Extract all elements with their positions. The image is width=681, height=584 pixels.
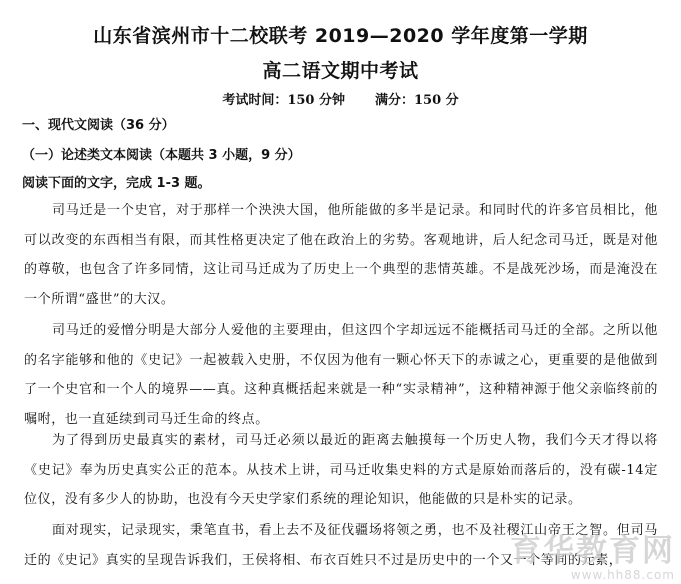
paragraph-3: 为了得到历史最真实的素材，司马迁必须以最近的距离去触摸每一个历史人物，我们今天才得以将《史记》奉为历史真实公正的范本。从技术上讲，司马迁收集史料的方式是原始而落后的，没有碳-14定位仪，没有多少人的协助，也没有今天史学家们系统的理论知识，他能做的只是朴实的记录。 xyxy=(24,433,658,507)
paragraph-1: 司马迁是一个史官，对于那样一个泱泱大国，他所能做的多半是记录。和同时代的许多官员相比，他可以改变的东西相当有限，而其性格更决定了他在政治上的劣势。客观地讲，后人纪念司马迁，既是对他的尊敬，也包含了许多同情，这让司马迁成为了历史上一个典型的悲情英雄。不是战死沙场，而是淹没在一个所谓“盛世”的大汉。 xyxy=(24,203,658,307)
reading-instruction: 阅读下面的文字，完成 1-3 题。 xyxy=(22,176,211,191)
exam-title: 高二语文期中考试 xyxy=(262,60,419,82)
exam-info xyxy=(0,89,681,108)
section-heading: 一、现代文阅读（36 分） xyxy=(22,118,175,133)
paragraph-4: 面对现实，记录现实，秉笔直书，看上去不及征伐疆场将领之勇，也不及社稷江山帝王之智。但司马迁的《史记》真实的呈现告诉我们，王侯将相、布衣百姓只不过是历史中的一个又一个等同的元素， xyxy=(24,523,658,568)
document-title: 山东省滨州市十二校联考 2019—2020 学年度第一学期 xyxy=(93,25,588,47)
watermark-url: www.hh88.com xyxy=(570,568,675,582)
exam-time: 考试时间：150 分钟 xyxy=(222,93,345,108)
full-score: 满分：150 分 xyxy=(375,93,459,108)
subsection-heading: （一）论述类文本阅读（本题共 3 小题，9 分） xyxy=(22,148,301,163)
watermark-brand: 育华教育网 xyxy=(510,533,675,569)
paragraph-2: 司马迁的爱憎分明是大部分人爱他的主要理由，但这四个字却远远不能概括司马迁的全部。之所以他的名字能够和他的《史记》一起被载入史册，不仅因为他有一颗心怀天下的赤诚之心，更重要的是他做到了一个史官和一个人的境界——真。这种真概括起来就是一种“实录精神”，这种精神源于他父亲临终前的嘱咐，也一直延续到司马迁生命的终点。 xyxy=(24,323,658,427)
